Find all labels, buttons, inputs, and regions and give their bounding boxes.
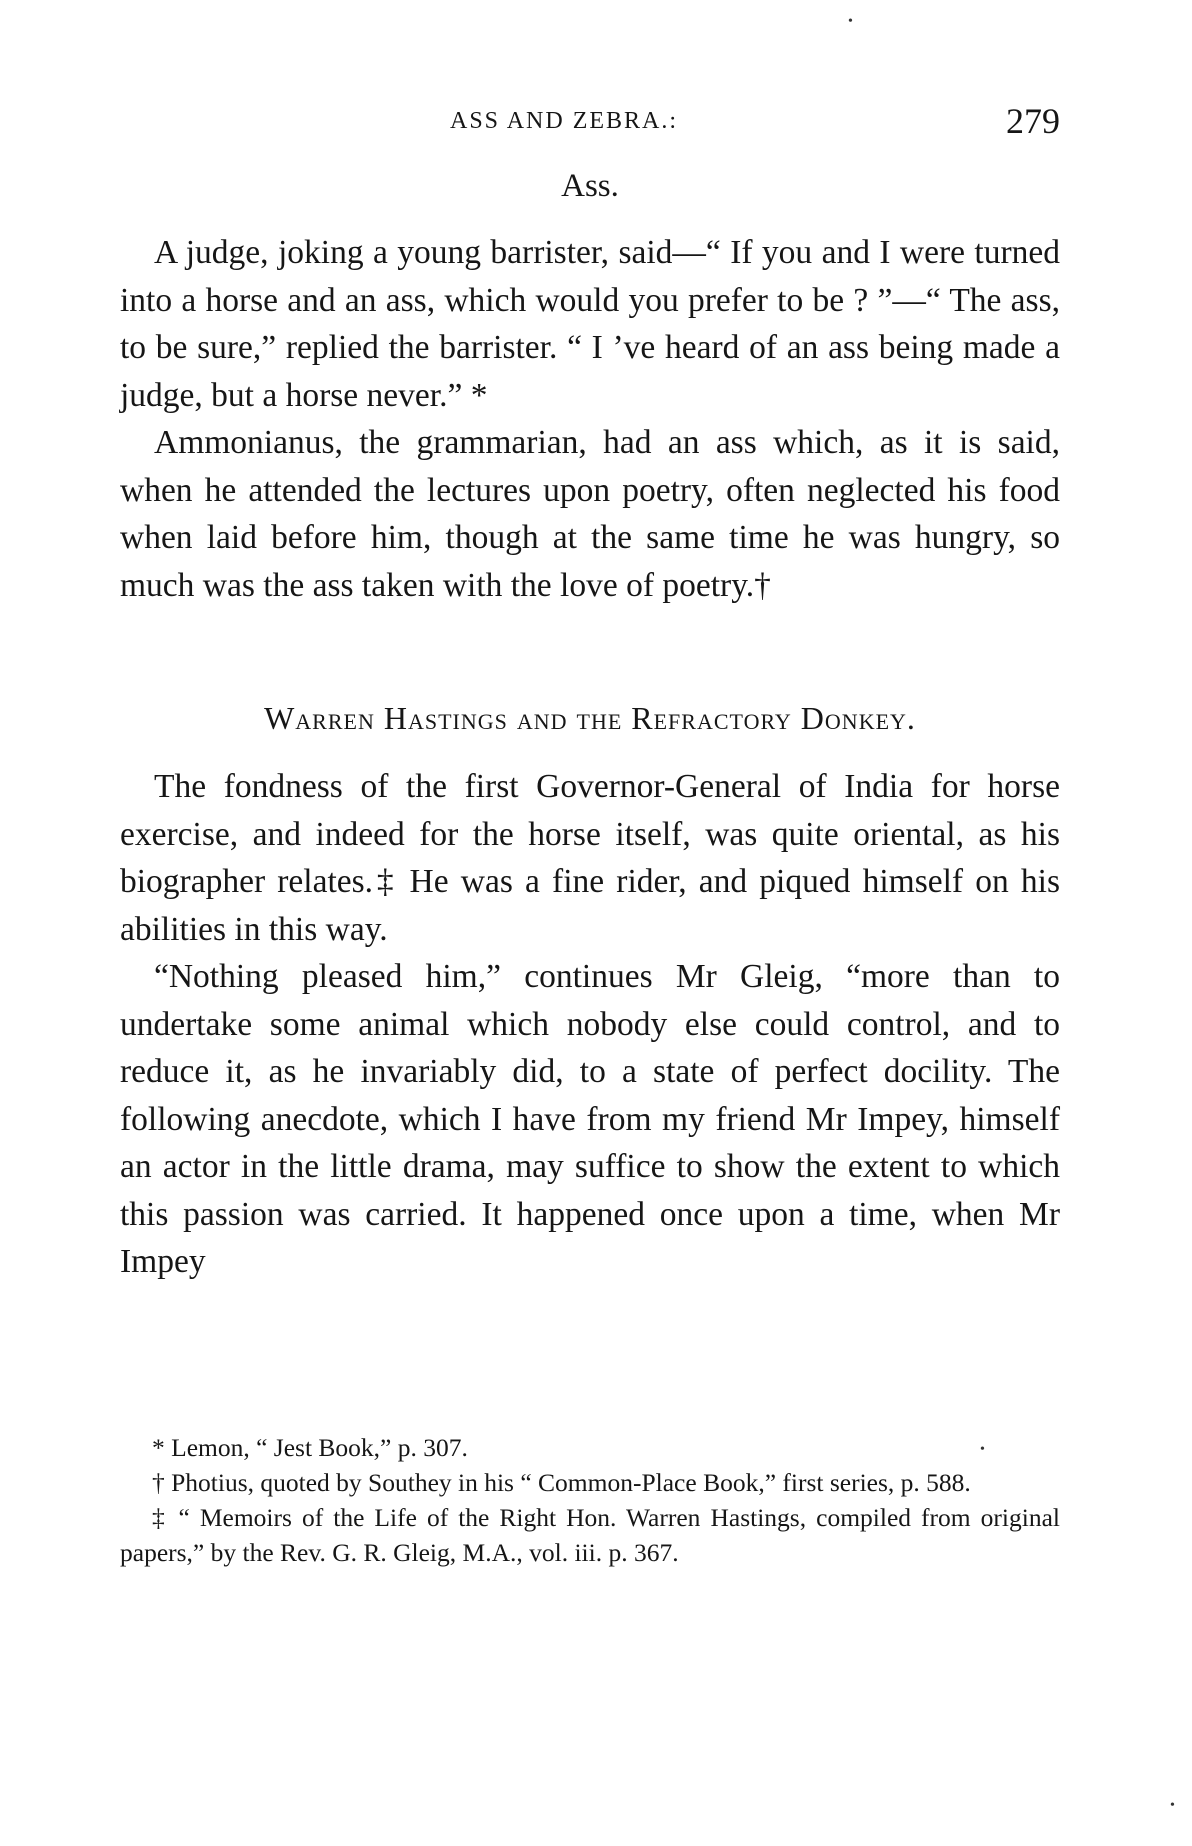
paragraph-nothing-pleased: “Nothing pleased him,” continues Mr Gleig, “more than to undertake some animal which nobody else could control, and to reduce it, as he invariably did, to a state of perfect docility. The following anecdote, which I have from my friend Mr Impey, himself an actor in the little drama, may suffice to show the extent to which this passion was carried. It happened once upon a time, when Mr Impey [120,958,1060,1280]
paragraph-governor-general: The fondness of the first Governor-General of India for horse exercise, and indeed for the horse itself, was quite oriental, as his biographer relates.‡ He was a fine rider, and piqued himself on his abilities in this way. [120,768,1060,948]
running-head [120,100,1060,150]
paragraph-judge-joke: A judge, joking a young barrister, said—“ If you and I were turned into a horse and an ass, which would you prefer to be ? ”—“ The ass, to be sure,” replied the barrister. “ I ’ve heard of an ass being made a judge, but a horse never.” * [120,234,1060,414]
scan-speck: • [1170,1798,1175,1813]
footnote-memoirs: ‡ “ Memoirs of the Life of the Right Hon. Warren Hastings, compiled from original papers,” by the Rev. G. R. Gleig, M.A., vol. iii. p. 367. [120,1503,1060,1567]
footnote-photius: † Photius, quoted by Southey in his “ Common-Place Book,” first series, p. 588. [152,1468,971,1497]
page-number: 279 [1006,101,1060,141]
section-title-ass: Ass. [561,168,619,204]
footnotes [120,1430,1060,1570]
section-warren-hastings [120,700,1060,1286]
running-title: ASS AND ZEBRA.: [450,108,679,134]
scan-speck: • [848,14,853,29]
section-ass [120,168,1060,609]
footnote-lemon: * Lemon, “ Jest Book,” p. 307. [152,1433,468,1462]
scan-speck: • [980,1442,985,1457]
section-title-warren-hastings: Warren Hastings and the Refractory Donkey. [264,700,916,736]
paragraph-ammonianus: Ammonianus, the grammarian, had an ass which, as it is said, when he attended the lectures upon poetry, often neglected his food when laid before him, though at the same time he was hungry, so much was the ass taken with the love of poetry.† [120,424,1060,604]
